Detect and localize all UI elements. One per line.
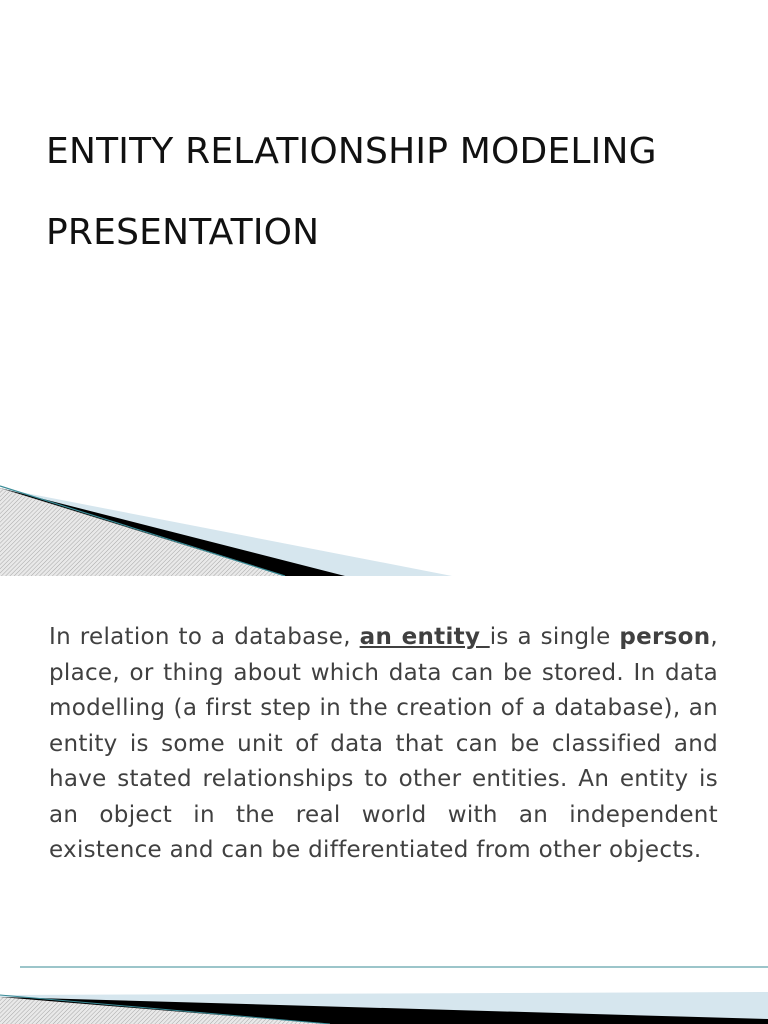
content-slide — [0, 576, 768, 1024]
bold-word-person: person — [619, 624, 711, 650]
title-line-1: ENTITY RELATIONSHIP MODELING — [46, 131, 657, 172]
paragraph-after-term: is a single — [489, 624, 620, 650]
paragraph-rest: , place, or thing about which data can be stored. In data modelling (a first step in the creation of a database), an entity is some unit of data that can be classified and have stated relationships to other entities. An entity is an object in the real world with an independent existence and can be differentiated from other objects. — [49, 624, 719, 863]
paragraph-intro: In relation to a database, — [49, 624, 360, 650]
term-an-entity: an entity — [359, 624, 490, 650]
decorative-footer-band — [0, 576, 768, 1024]
title-line-2: PRESENTATION — [46, 212, 320, 254]
